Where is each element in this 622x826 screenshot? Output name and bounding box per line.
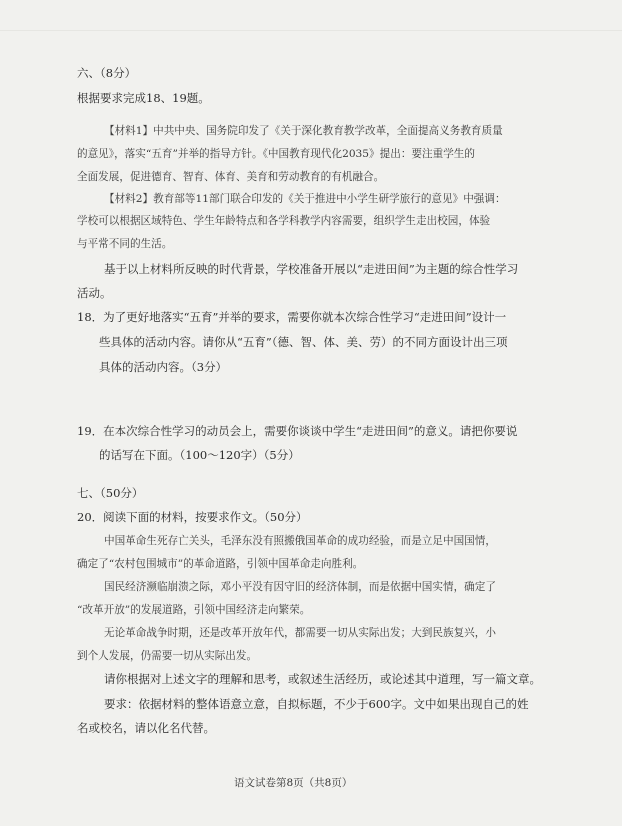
essay-material-line: 无论革命战争时期，还是改革开放年代，都需要一切从实际出发；大到民族复兴，小 (104, 627, 496, 639)
activity-line: 活动。 (77, 286, 112, 300)
section-7-heading: 七、（50分） (77, 486, 144, 500)
question-19-line: 19．在本次综合性学习的动员会上，需要你谈谈中学生“走进田间”的意义。请把你要说 (77, 424, 518, 438)
essay-material-line: 到个人发展，仍需要一切从实际出发。 (77, 650, 258, 662)
material-1-line: 【材料1】中共中央、国务院印发了《关于深化教育教学改革，全面提高义务教育质量 (104, 125, 503, 137)
question-20-intro: 20．阅读下面的材料，按要求作文。（50分） (77, 510, 308, 524)
page-footer: 语文试卷第8页（共8页） (234, 777, 353, 789)
question-18-line: 18．为了更好地落实“五育”并举的要求，需要你就本次综合性学习“走进田间”设计一 (77, 310, 507, 324)
essay-prompt-line: 要求：依据材料的整体语意立意，自拟标题，不少于600字。文中如果出现自己的姓 (104, 697, 529, 711)
material-2-line: 学校可以根据区域特色、学生年龄特点和各学科教学内容需要，组织学生走出校园，体验 (77, 215, 491, 227)
question-18-line: 些具体的活动内容。请你从“五育”（德、智、体、美、劳）的不同方面设计出三项 (99, 335, 508, 349)
essay-material-line: 确定了“农村包围城市”的革命道路，引领中国革命走向胜利。 (77, 558, 364, 570)
material-1-line: 的意见》，落实“五育”并举的指导方针。《中国教育现代化2035》提出：要注重学生的 (77, 148, 475, 160)
section-6-instruction: 根据要求完成18、19题。 (77, 91, 210, 105)
essay-prompt-line: 名或校名，请以化名代替。 (77, 721, 215, 735)
scan-line (0, 30, 622, 31)
material-1-line: 全面发展，促进德育、智育、体育、美育和劳动教育的有机融合。 (77, 171, 385, 183)
essay-material-line: 国民经济濒临崩溃之际，邓小平没有因守旧的经济体制，而是依据中国实情，确定了 (104, 581, 496, 593)
activity-line: 基于以上材料所反映的时代背景，学校准备开展以“走进田间”为主题的综合性学习 (104, 262, 519, 276)
essay-material-line: “改革开放”的发展道路，引领中国经济走向繁荣。 (77, 604, 311, 616)
essay-material-line: 中国革命生死存亡关头，毛泽东没有照搬俄国革命的成功经验，而是立足中国国情， (104, 535, 496, 547)
material-2-line: 与平常不同的生活。 (77, 238, 173, 250)
question-18-line: 具体的活动内容。（3分） (99, 360, 228, 374)
essay-prompt-line: 请你根据对上述文字的理解和思考，或叙述生活经历，或论述其中道理，写一篇文章。 (104, 672, 541, 686)
section-6-heading: 六、（8分） (77, 66, 137, 80)
question-19-line: 的话写在下面。（100～120字）（5分） (99, 448, 300, 462)
material-2-line: 【材料2】教育部等11部门联合印发的《关于推进中小学生研学旅行的意见》中强调： (104, 193, 506, 205)
